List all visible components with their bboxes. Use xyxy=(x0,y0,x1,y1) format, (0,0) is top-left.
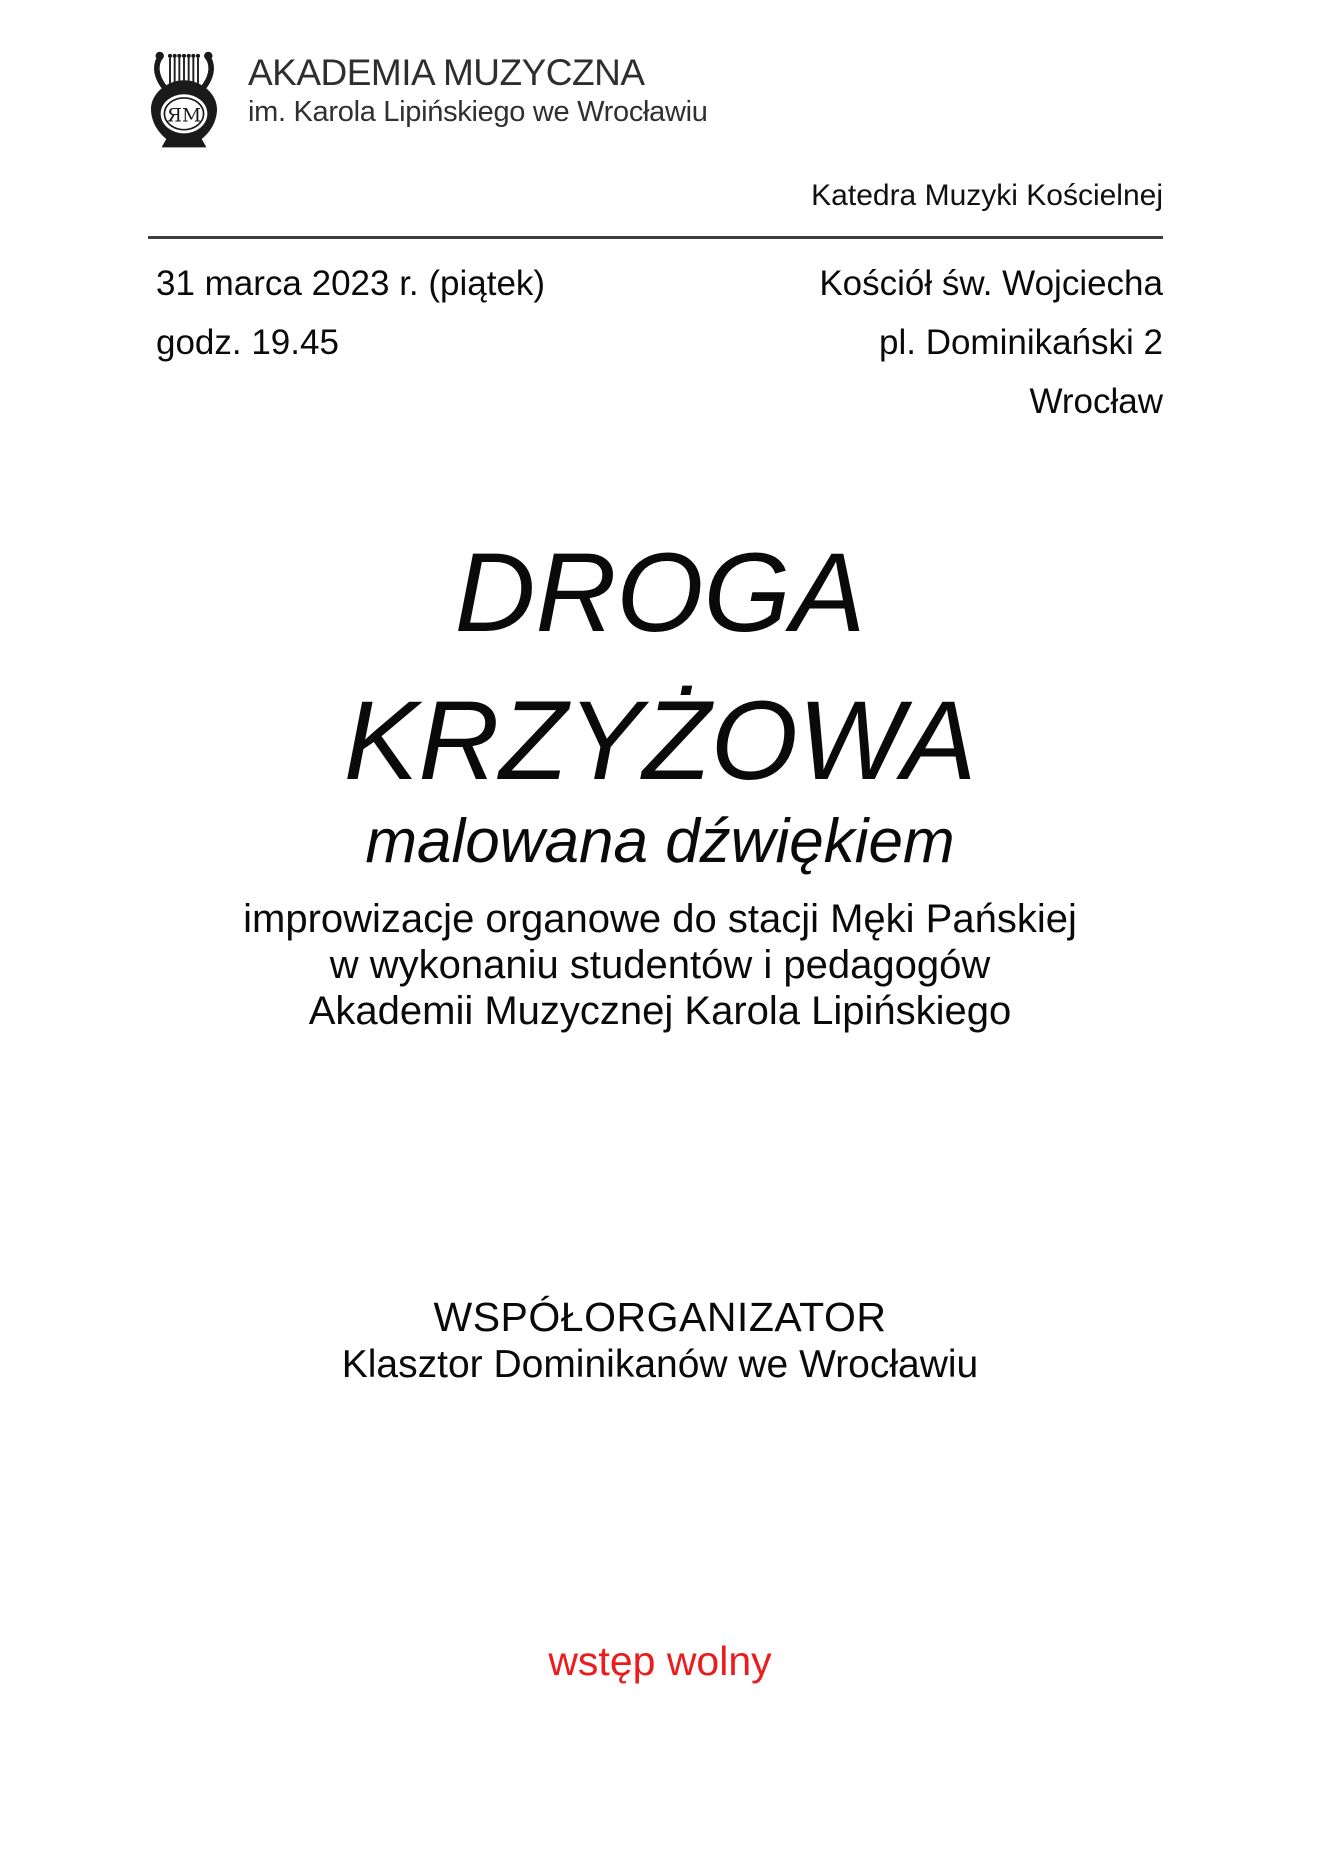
org-name: AKADEMIA MUZYCZNA xyxy=(248,52,645,93)
logo-monogram: ЯM xyxy=(166,105,202,127)
event-address: pl. Dominikański 2 xyxy=(879,323,1163,362)
event-city: Wrocław xyxy=(1029,382,1163,421)
event-date-time xyxy=(156,254,545,372)
event-venue: Kościół św. Wojciecha xyxy=(819,264,1163,303)
description-line: w wykonaniu studentów i pedagogów xyxy=(329,943,991,987)
admission-note: wstęp wolny xyxy=(548,1638,772,1684)
event-title-line1: DROGA xyxy=(454,530,866,655)
event-title xyxy=(0,519,1320,815)
academy-logo xyxy=(142,44,708,150)
coorganizer-heading: WSPÓŁORGANIZATOR xyxy=(433,1294,887,1340)
coorganizer-name: Klasztor Dominikanów we Wrocławiu xyxy=(341,1343,979,1386)
coorganizer-section xyxy=(0,1294,1320,1388)
description-line: Akademii Muzycznej Karola Lipińskiego xyxy=(308,989,1012,1033)
department-label: Katedra Muzyki Kościelnej xyxy=(811,179,1163,212)
header-divider xyxy=(148,236,1163,239)
lyre-icon xyxy=(142,44,226,150)
description-line: improwizacje organowe do stacji Męki Pańskiej xyxy=(243,897,1077,941)
event-date: 31 marca 2023 r. (piątek) xyxy=(156,264,546,303)
event-description xyxy=(0,896,1320,1034)
logo-text xyxy=(248,44,708,130)
event-location xyxy=(819,254,1163,431)
event-time: godz. 19.45 xyxy=(156,323,339,362)
event-subtitle: malowana dźwiękiem xyxy=(365,807,955,876)
event-title-line2: KRZYŻOWA xyxy=(343,678,977,803)
org-subtitle: im. Karola Lipińskiego we Wrocławiu xyxy=(248,96,708,128)
